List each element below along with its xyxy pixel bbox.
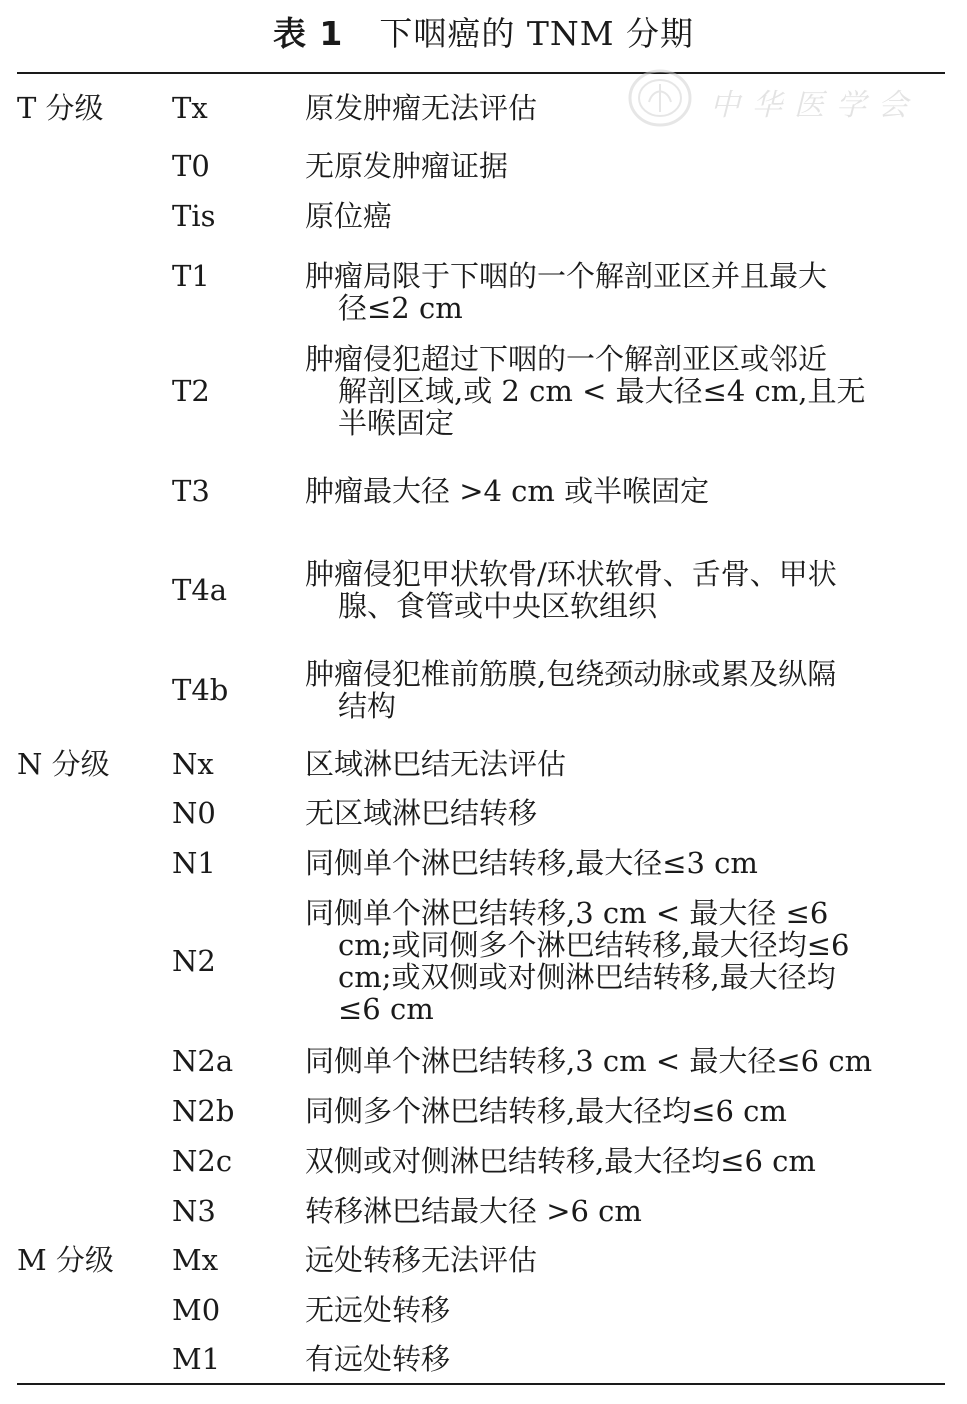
category-label: N 分级 — [17, 747, 110, 781]
stage-code: M0 — [172, 1293, 221, 1327]
stage-description: 区域淋巴结无法评估 — [305, 747, 567, 781]
stage-description: 同侧单个淋巴结转移,3 cm < 最大径 ≤6 cm;或同侧多个淋巴结转移,最大径均≤6 cm;或双侧或对侧淋巴结转移,最大径均 ≤6 cm — [305, 896, 850, 1026]
stage-code: N2 — [172, 944, 216, 978]
table-title — [0, 12, 967, 56]
stage-code: N0 — [172, 796, 216, 830]
stage-code: Tis — [172, 199, 216, 233]
stage-description: 有远处转移 — [305, 1342, 451, 1376]
table-caption: 下咽癌的 TNM 分期 — [379, 14, 695, 53]
stage-description: 肿瘤侵犯椎前筋膜,包绕颈动脉或累及纵隔 结构 — [305, 657, 837, 723]
stage-description: 同侧单个淋巴结转移,最大径≤3 cm — [305, 846, 758, 880]
stage-code: Tx — [172, 91, 208, 125]
stage-code: T3 — [172, 474, 210, 508]
stage-code: T4b — [172, 673, 229, 707]
stage-code: T0 — [172, 149, 210, 183]
stage-code: T1 — [172, 259, 210, 293]
stage-description: 肿瘤局限于下咽的一个解剖亚区并且最大 径≤2 cm — [305, 259, 828, 325]
stage-code: Nx — [172, 747, 214, 781]
stage-code: T4a — [172, 573, 228, 607]
stage-description: 原位癌 — [305, 199, 393, 233]
stage-description: 原发肿瘤无法评估 — [305, 91, 538, 125]
stage-description: 肿瘤侵犯超过下咽的一个解剖亚区或邻近 解剖区域,或 2 cm < 最大径≤4 cm,且无 半喉固定 — [305, 342, 866, 440]
stage-code: N2b — [172, 1094, 235, 1128]
stage-code: N1 — [172, 846, 216, 880]
stage-description: 同侧单个淋巴结转移,3 cm < 最大径≤6 cm — [305, 1044, 873, 1078]
category-label: T 分级 — [17, 91, 104, 125]
stage-code: T2 — [172, 374, 210, 408]
bottom-rule — [17, 1383, 945, 1385]
stage-description: 肿瘤最大径 >4 cm 或半喉固定 — [305, 474, 710, 508]
stage-code: M1 — [172, 1342, 221, 1376]
stage-description: 转移淋巴结最大径 >6 cm — [305, 1194, 642, 1228]
category-label: M 分级 — [17, 1243, 114, 1277]
stage-description: 无区域淋巴结转移 — [305, 796, 538, 830]
stage-code: N2a — [172, 1044, 234, 1078]
stage-description: 无原发肿瘤证据 — [305, 149, 509, 183]
stage-code: Mx — [172, 1243, 219, 1277]
stage-description: 远处转移无法评估 — [305, 1243, 538, 1277]
table-label: 表 1 — [272, 14, 344, 53]
stage-description: 肿瘤侵犯甲状软骨/环状软骨、舌骨、甲状 腺、食管或中央区软组织 — [305, 557, 837, 623]
stage-code: N2c — [172, 1144, 233, 1178]
watermark-text: 中华医学会 — [710, 88, 920, 123]
stage-description: 双侧或对侧淋巴结转移,最大径均≤6 cm — [305, 1144, 816, 1178]
stage-description: 同侧多个淋巴结转移,最大径均≤6 cm — [305, 1094, 787, 1128]
stage-description: 无远处转移 — [305, 1293, 451, 1327]
stage-code: N3 — [172, 1194, 216, 1228]
